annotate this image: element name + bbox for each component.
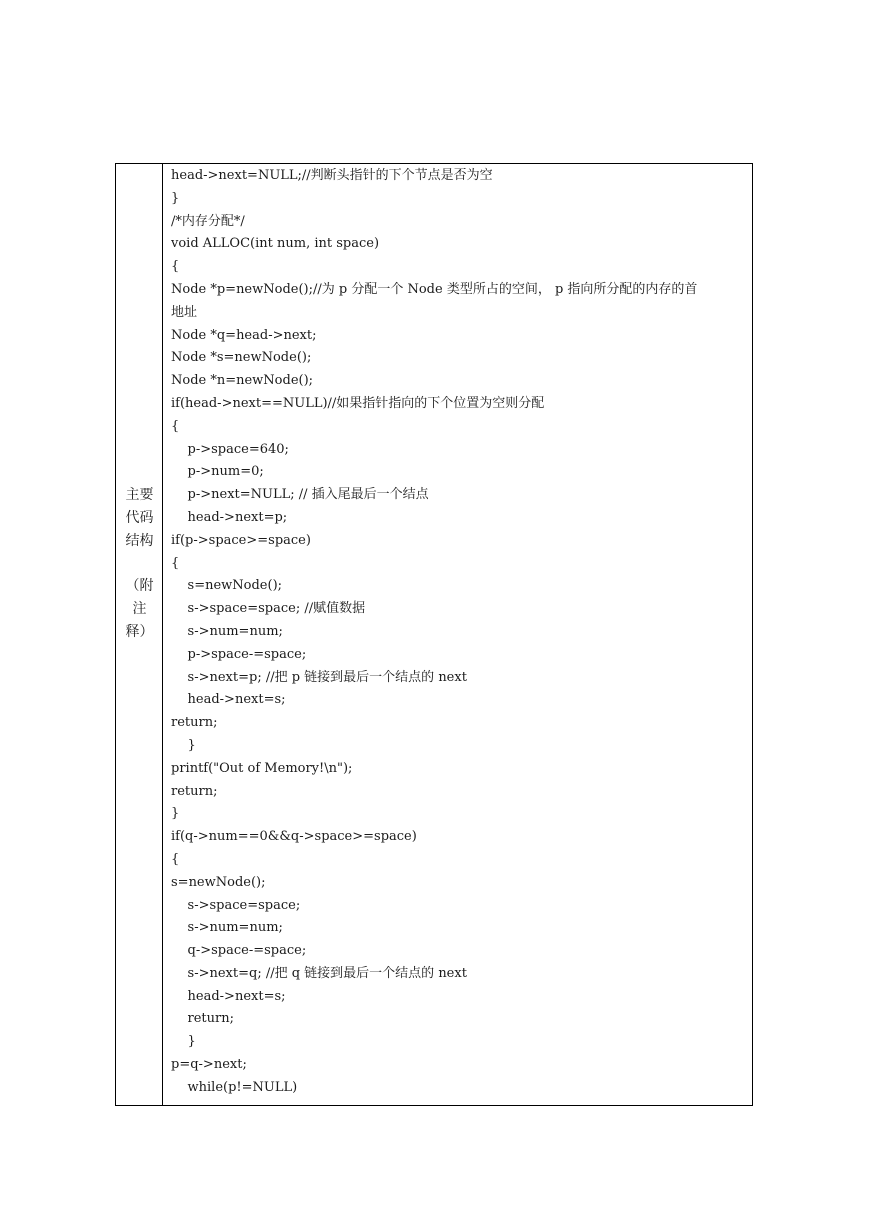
- code-line: s->num=num;: [171, 623, 283, 639]
- code-line: 地址: [171, 304, 198, 320]
- code-line: p->space=640;: [171, 441, 289, 457]
- code-structure-table: [115, 163, 753, 1106]
- code-line: return;: [171, 1011, 235, 1027]
- section-label: 主要 代码 结构 （附 注 释）: [125, 487, 154, 640]
- code-line: head->next=NULL;//判断头指针的下个节点是否为空: [171, 168, 493, 183]
- code-line: s=newNode();: [171, 578, 283, 594]
- code-block: [171, 165, 748, 1100]
- code-line: }: [171, 806, 180, 822]
- code-line: }: [171, 737, 196, 753]
- code-line: Node *q=head->next;: [171, 327, 317, 343]
- code-cell: [163, 164, 752, 1105]
- code-line: s->space=space; //赋值数据: [171, 601, 366, 617]
- code-line: {: [171, 418, 180, 434]
- code-line: printf("Out of Memory!\n");: [171, 760, 353, 776]
- code-line: while(p!=NULL): [171, 1079, 298, 1095]
- label-cell: [116, 164, 163, 1105]
- code-line: head->next=s;: [171, 692, 286, 708]
- code-line: q->space-=space;: [171, 943, 307, 959]
- code-line: s->num=num;: [171, 920, 283, 936]
- code-line: Node *n=newNode();: [171, 373, 314, 389]
- code-line: p->next=NULL; // 插入尾最后一个结点: [171, 487, 429, 503]
- code-line: }: [171, 190, 180, 206]
- code-line: {: [171, 555, 180, 571]
- code-line: head->next=p;: [171, 509, 288, 525]
- code-line: p->space-=space;: [171, 646, 307, 662]
- code-line: if(p->space>=space): [171, 532, 311, 548]
- code-line: Node *p=newNode();//为 p 分配一个 Node 类型所占的空间， p 指向所分配的内存的首: [171, 281, 698, 297]
- code-line: {: [171, 851, 180, 867]
- code-line: }: [171, 1034, 196, 1050]
- code-line: head->next=s;: [171, 988, 286, 1004]
- code-line: s->next=q; //把 q 链接到最后一个结点的 next: [171, 965, 467, 981]
- code-line: Node *s=newNode();: [171, 350, 312, 366]
- code-line: s=newNode();: [171, 874, 266, 890]
- code-line: p->num=0;: [171, 464, 264, 480]
- code-line: s->next=p; //把 p 链接到最后一个结点的 next: [171, 669, 467, 685]
- code-line: if(q->num==0&&q->space>=space): [171, 829, 417, 845]
- code-line: {: [171, 259, 180, 275]
- code-line: return;: [171, 715, 218, 731]
- code-line: if(head->next==NULL)//如果指针指向的下个位置为空则分配: [171, 395, 545, 411]
- code-line: s->space=space;: [171, 897, 301, 913]
- code-line: p=q->next;: [171, 1057, 247, 1073]
- code-line: return;: [171, 783, 218, 799]
- code-line: /*内存分配*/: [171, 213, 245, 229]
- code-line: void ALLOC(int num, int space): [171, 236, 380, 252]
